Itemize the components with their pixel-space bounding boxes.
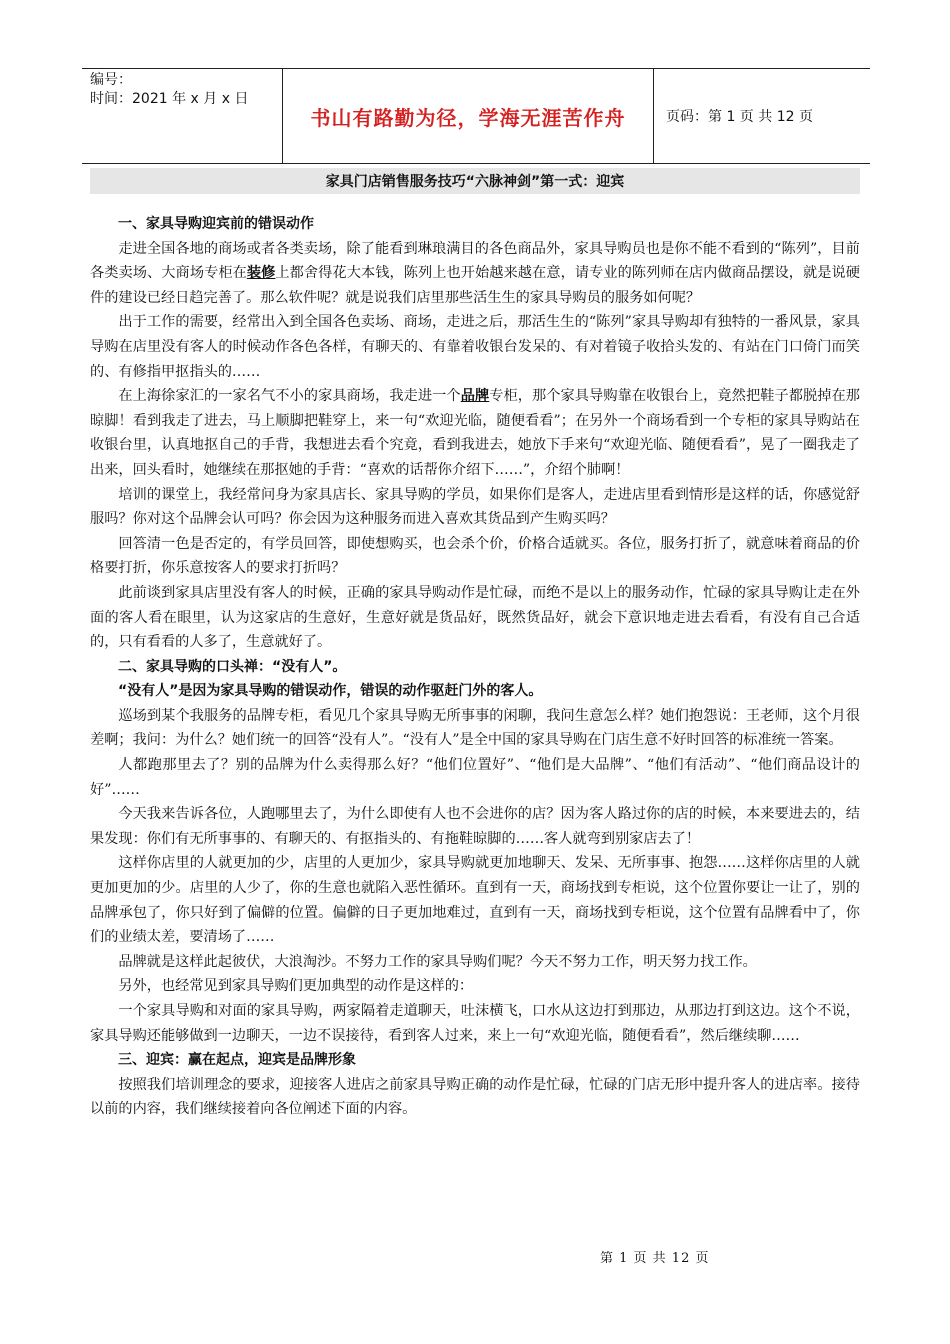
paragraph: 一个家具导购和对面的家具导购，两家隔着走道聊天，吐沫横飞，口水从这边打到那边，从那边打到这边。这个不说，家具导购还能够做到一边聊天，一边不误接待，看到客人过来，来上一句“欢迎光临，随便看看”，然后继续聊……	[90, 1003, 860, 1044]
header-page-info: 页码：第 1 页 共 12 页	[666, 109, 813, 125]
page-footer: 第 1 页 共 12 页	[600, 1251, 710, 1266]
paragraph: 出于工作的需要，经常出入到全国各色卖场、商场，走进之后，那活生生的“陈列”家具导购却有独特的一番风景，家具导购在店里没有客人的时候动作各色各样，有聊天的、有靠着收银台发呆的、有对着镜子收拾头发的、有站在门口倚门而笑的、有修指甲抠指头的……	[90, 314, 860, 380]
paragraph	[90, 384, 860, 482]
section-2-heading: 二、家具导购的口头禅：“没有人”。	[118, 658, 347, 675]
text-span: 在上海徐家汇的一家名气不小的家具商场，我走进一个	[118, 388, 461, 405]
section-1-heading: 一、家具导购迎宾前的错误动作	[118, 216, 314, 232]
text-span: 上都舍得花大本钱，陈列上也开始越来越在意，请专业的陈列师在店内做商品摆设，就是说硬件的建设已经日趋完善了。那么软件呢？就是说我们店里那些活生生的家具导购员的服务如何呢？	[90, 265, 860, 306]
header-meta	[82, 69, 282, 163]
keyword-link[interactable]: 品牌	[460, 388, 490, 405]
paragraph: 回答清一色是否定的，有学员回答，即使想购买，也会杀个价，价格合适就买。各位，服务打折了，就意味着商品的价格要打折，你乐意按客人的要求打折吗？	[90, 535, 860, 577]
page-header	[82, 68, 870, 164]
keyword-link[interactable]: 装修	[246, 265, 276, 282]
paragraph: 此前谈到家具店里没有客人的时候，正确的家具导购动作是忙碌，而绝不是以上的服务动作，忙碌的家具导购让走在外面的客人看在眼里，认为这家店的生意好，生意好就是货品好，既然货品好，就会下意识地走进去看看，有没有自己合适的，只有看看的人多了，生意就好了。	[90, 584, 860, 651]
paragraph: 今天我来告诉各位，人跑哪里去了，为什么即使有人也不会进你的店？因为客人路过你的店的时候，本来要进去的，结果发现：你们有无所事事的、有聊天的、有抠指头的、有拖鞋晾脚的……客人就弯到别家店去了！	[90, 806, 860, 847]
section-2-subheading: “没有人”是因为家具导购的错误动作，错误的动作驱赶门外的客人。	[118, 683, 543, 700]
document-body	[90, 212, 860, 1122]
serial-label: 编号：	[90, 72, 132, 88]
paragraph: 品牌就是这样此起彼伏，大浪淘沙。不努力工作的家具导购们呢？今天不努力工作，明天努力找工作。	[118, 953, 757, 970]
time-label: 时间：2021 年 x 月 x 日	[90, 91, 249, 107]
header-motto: 书山有路勤为径，学海无涯苦作舟	[282, 69, 654, 163]
paragraph: 培训的课堂上，我经常问身为家具店长、家具导购的学员，如果你们是客人，走进店里看到情形是这样的话，你感觉舒服吗？你对这个品牌会认可吗？你会因为这种服务而进入喜欢其货品到产生购买吗？	[90, 486, 860, 528]
paragraph: 人都跑那里去了？别的品牌为什么卖得那么好？“他们位置好”、“他们是大品牌”、“他们有活动”、“他们商品设计的好”……	[90, 757, 860, 798]
text-span: 专柜，那个家具导购靠在收银台上，竟然把鞋子都脱掉在那晾脚！看到我走了进去，马上顺脚把鞋穿上，来一句“欢迎光临，随便看看”；在另外一个商场看到一个专柜的家具导购站在收银台里，认真地抠自己的手背，我想进去看个究竟，看到我进去，她放下手来句“欢迎光临、随便看看”，晃了一圈我走了出来，回头看时，她继续在那抠她的手背：“喜欢的话帮你介绍下……”，介绍个肺啊！	[90, 388, 860, 478]
paragraph: 这样你店里的人就更加的少，店里的人更加少，家具导购就更加地聊天、发呆、无所事事、抱怨……这样你店里的人就更加更加的少。店里的人少了，你的生意也就陷入恶性循环。直到有一天，商场找到专柜说，这个位置你要让一让了，别的品牌承包了，你只好到了偏僻的位置。偏僻的日子更加地难过，直到有一天，商场找到专柜说，这个位置有品牌看中了，你们的业绩太差，要清场了……	[90, 855, 860, 946]
paragraph: 按照我们培训理念的要求，迎接客人进店之前家具导购正确的动作是忙碌，忙碌的门店无形中提升客人的进店率。接待以前的内容，我们继续接着向各位阐述下面的内容。	[90, 1076, 860, 1118]
section-3-heading: 三、迎宾：赢在起点，迎宾是品牌形象	[118, 1052, 356, 1069]
paragraph: 另外，也经常见到家具导购们更加典型的动作是这样的：	[118, 978, 474, 995]
paragraph	[90, 237, 860, 311]
document-title: 家具门店销售服务技巧“六脉神剑”第一式：迎宾	[90, 168, 860, 194]
paragraph: 巡场到某个我服务的品牌专柜，看见几个家具导购无所事事的闲聊，我问生意怎么样？她们抱怨说：王老师，这个月很差啊；我问：为什么？她们统一的回答“没有人”。“没有人”是全中国的家具导购在门店生意不好时回答的标准统一答案。	[90, 707, 860, 749]
text-span: 走进全国各地的商场或者各类卖场，除了能看到琳琅满目的各色商品外，家具导购员也是你不能不看到的“陈列”，目前各类卖场、大商场专柜在	[90, 240, 860, 282]
